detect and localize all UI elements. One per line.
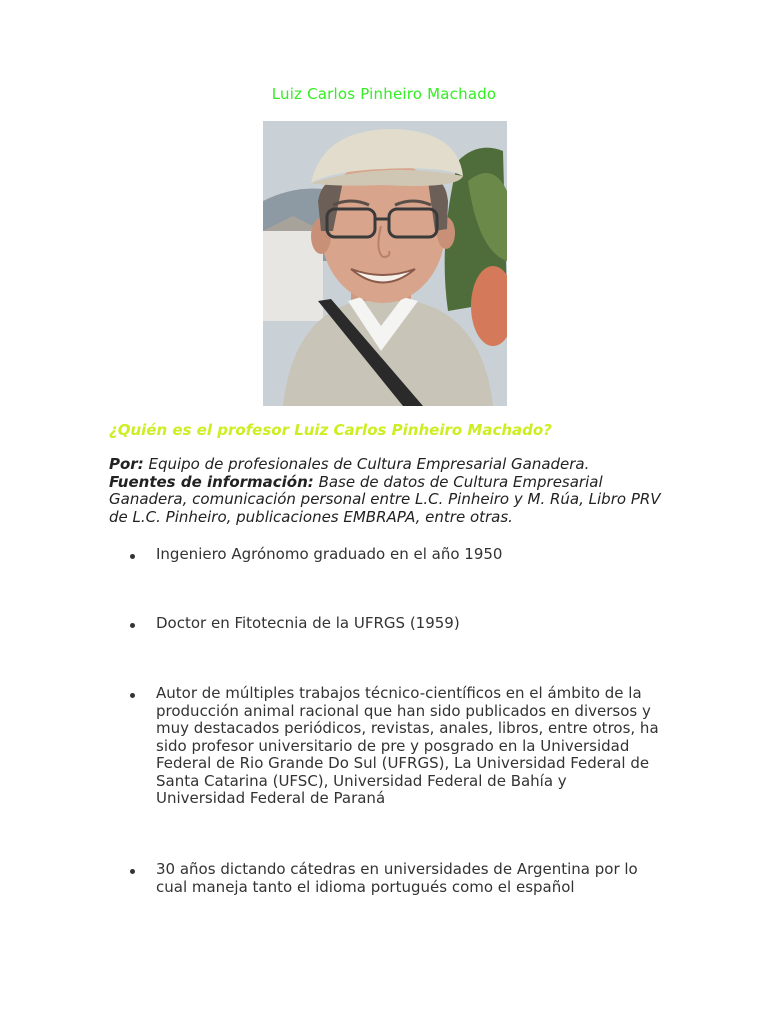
bullet-icon <box>130 554 135 559</box>
credits-sources-text: Base de datos de Cultura Empresarial Ganadera, comunicación personal entre L.C. Pinheiro y M. Rúa, Libro PRV de L.C. Pinheiro, publicaciones EMBRAPA, entre otras. <box>109 472 661 526</box>
question-heading: ¿Quién es el profesor Luiz Carlos Pinheiro Machado? <box>109 421 552 439</box>
list-item-text: Ingeniero Agrónomo graduado en el año 1950 <box>156 545 503 563</box>
credits-by <box>109 456 669 474</box>
bullet-icon <box>130 623 135 628</box>
bullet-icon <box>130 693 135 698</box>
list-item-text: Autor de múltiples trabajos técnico-científicos en el ámbito de la producción animal racional que han sido publicados en diversos y muy destacados periódicos, revistas, anales, libros, entre otros, ha sido profesor universitario de pre y posgrado en la Universidad Federal de Rio Grande Do Sul (UFRGS), La Universidad Federal de Santa Catarina (UFSC), Universidad Federal de Bahía y Universidad Federal de Paraná <box>156 684 659 807</box>
page-title: Luiz Carlos Pinheiro Machado <box>271 85 497 103</box>
list-item-text: 30 años dictando cátedras en universidades de Argentina por lo cual maneja tanto el idioma portugués como el español <box>156 860 638 896</box>
bullet-icon <box>130 869 135 874</box>
credits-sources <box>109 474 669 527</box>
list-item <box>130 861 660 896</box>
credits-by-text: Equipo de profesionales de Cultura Empresarial Ganadera. <box>143 455 590 473</box>
portrait-photo <box>263 121 507 406</box>
list-item <box>130 615 660 633</box>
credits-block <box>109 456 669 526</box>
list-item <box>130 546 660 564</box>
list-item-text: Doctor en Fitotecnia de la UFRGS (1959) <box>156 614 460 632</box>
credits-by-label: Por: <box>109 455 144 473</box>
list-item <box>130 685 660 808</box>
credits-sources-label: Fuentes de información: <box>109 472 314 491</box>
portrait-photo-icon <box>263 121 507 406</box>
